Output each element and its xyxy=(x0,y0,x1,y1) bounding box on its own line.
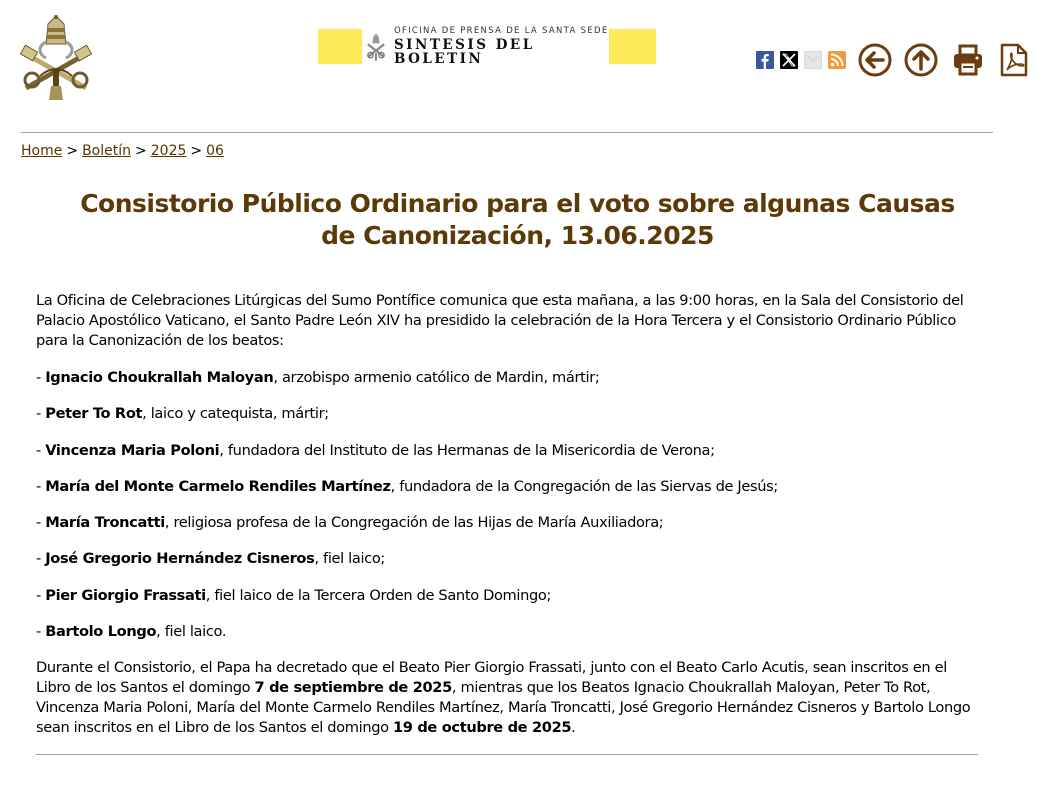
breadcrumb-separator: > xyxy=(190,143,203,159)
beato-item: - Peter To Rot, laico y catequista, mártir; xyxy=(36,405,329,423)
beato-item: - José Gregorio Hernández Cisneros, fiel laico; xyxy=(36,550,385,568)
beato-item: - Pier Giorgio Frassati, fiel laico de la Tercera Orden de Santo Domingo; xyxy=(36,586,552,604)
page-header xyxy=(0,0,1047,120)
pdf-icon[interactable] xyxy=(998,43,1030,77)
beato-name: María Troncatti xyxy=(45,514,165,532)
beato-name: Vincenza Maria Poloni xyxy=(45,441,220,459)
banner-yellow-block-right xyxy=(609,29,656,64)
beato-description: , religiosa profesa de la Congregación de las Hijas de María Auxiliadora; xyxy=(164,514,664,532)
beato-name: Pier Giorgio Frassati xyxy=(45,586,206,604)
beato-item: - Vincenza Maria Poloni, fundadora del Instituto de las Hermanas de la Misericordia de Verona; xyxy=(36,441,715,459)
sintesis-del-boletin-banner[interactable] xyxy=(318,25,656,67)
holy-see-coat-of-arms-logo[interactable] xyxy=(20,14,92,102)
email-icon[interactable] xyxy=(804,51,822,69)
beato-item: - María del Monte Carmelo Rendiles Martínez, fundadora de la Congregación de las Siervas de Jesús; xyxy=(36,477,778,495)
press-office-label: OFICINA DE PRENSA DE LA SANTA SEDE xyxy=(393,25,609,36)
banner-yellow-block-left xyxy=(318,29,362,64)
breadcrumb-home-link[interactable]: Home xyxy=(21,143,63,159)
beato-item: - Ignacio Choukrallah Maloyan, arzobispo armenio católico de Mardin, mártir; xyxy=(36,369,600,386)
beato-description: , fundadora de la Congregación de las Siervas de Jesús; xyxy=(390,477,778,495)
canonization-date-1: 7 de septiembre de 2025 xyxy=(254,679,452,697)
breadcrumb-boletin-link[interactable]: Boletín xyxy=(82,143,132,159)
beato-name: Peter To Rot xyxy=(45,405,143,423)
print-icon[interactable] xyxy=(952,43,984,77)
beato-item: - María Troncatti, religiosa profesa de la Congregación de las Hijas de María Auxiliadora; xyxy=(36,514,664,532)
beato-description: , fiel laico. xyxy=(156,623,227,641)
beato-description: , fiel laico; xyxy=(314,550,385,568)
x-icon[interactable] xyxy=(780,51,798,69)
beato-description: , laico y catequista, mártir; xyxy=(142,405,329,423)
footer-divider xyxy=(36,754,978,755)
article-body xyxy=(36,291,981,755)
breadcrumb-month-link[interactable]: 06 xyxy=(206,143,224,159)
breadcrumb-year-link[interactable]: 2025 xyxy=(150,143,187,159)
mini-coat-of-arms-icon xyxy=(366,32,386,62)
beato-name: Bartolo Longo xyxy=(45,623,157,641)
closing-paragraph: Durante el Consistorio, el Papa ha decretado que el Beato Pier Giorgio Frassati, junto con el Beato Carlo Acutis, sean inscritos en el Libro de los Santos el domingo 7 de septiembre de 2025, mientras que los Beatos Ignacio Choukrallah Maloyan, Peter To Rot, Vincenza Maria Poloni, María del Monte Carmelo Rendiles Martínez, María Troncatti, José Gregorio Hernández Cisneros y Bartolo Longo sean inscritos en el Libro de los Santos el domingo 19 de octubre de 2025. xyxy=(36,659,971,737)
facebook-icon[interactable] xyxy=(756,51,774,69)
beato-name: Ignacio Choukrallah Maloyan xyxy=(45,369,274,386)
intro-paragraph: La Oficina de Celebraciones Litúrgicas del Sumo Pontífice comunica que esta mañana, a las 9:00 horas, en la Sala del Consistorio del Palacio Apostólico Vaticano, el Santo Padre León XIV ha presidido la celebración de la Hora Tercera y el Consistorio Ordinario Público para la Canonización de los beatos: xyxy=(36,292,964,349)
beato-description: , fundadora del Instituto de las Hermanas de la Misericordia de Verona; xyxy=(219,441,715,459)
bulletin-title: SINTESIS DEL BOLETIN xyxy=(393,37,535,67)
rss-icon[interactable] xyxy=(828,51,846,69)
share-toolbar xyxy=(756,40,1030,80)
beato-name: José Gregorio Hernández Cisneros xyxy=(45,550,315,568)
beato-description: , arzobispo armenio católico de Mardin, mártir; xyxy=(273,369,600,386)
up-arrow-icon[interactable] xyxy=(904,43,938,77)
page-title: Consistorio Público Ordinario para el voto sobre algunas Causas de Canonización, 13.06.2025 xyxy=(80,189,955,250)
back-arrow-icon[interactable] xyxy=(858,43,892,77)
breadcrumb-separator: > xyxy=(66,143,79,159)
beato-item: - Bartolo Longo, fiel laico. xyxy=(36,623,227,641)
breadcrumb-separator: > xyxy=(135,143,147,159)
beato-description: , fiel laico de la Tercera Orden de Santo Domingo; xyxy=(205,586,552,604)
canonization-date-2: 19 de octubre de 2025 xyxy=(393,719,572,737)
beato-name: María del Monte Carmelo Rendiles Martínez xyxy=(45,477,391,495)
breadcrumb xyxy=(21,143,224,159)
header-divider xyxy=(21,132,993,133)
